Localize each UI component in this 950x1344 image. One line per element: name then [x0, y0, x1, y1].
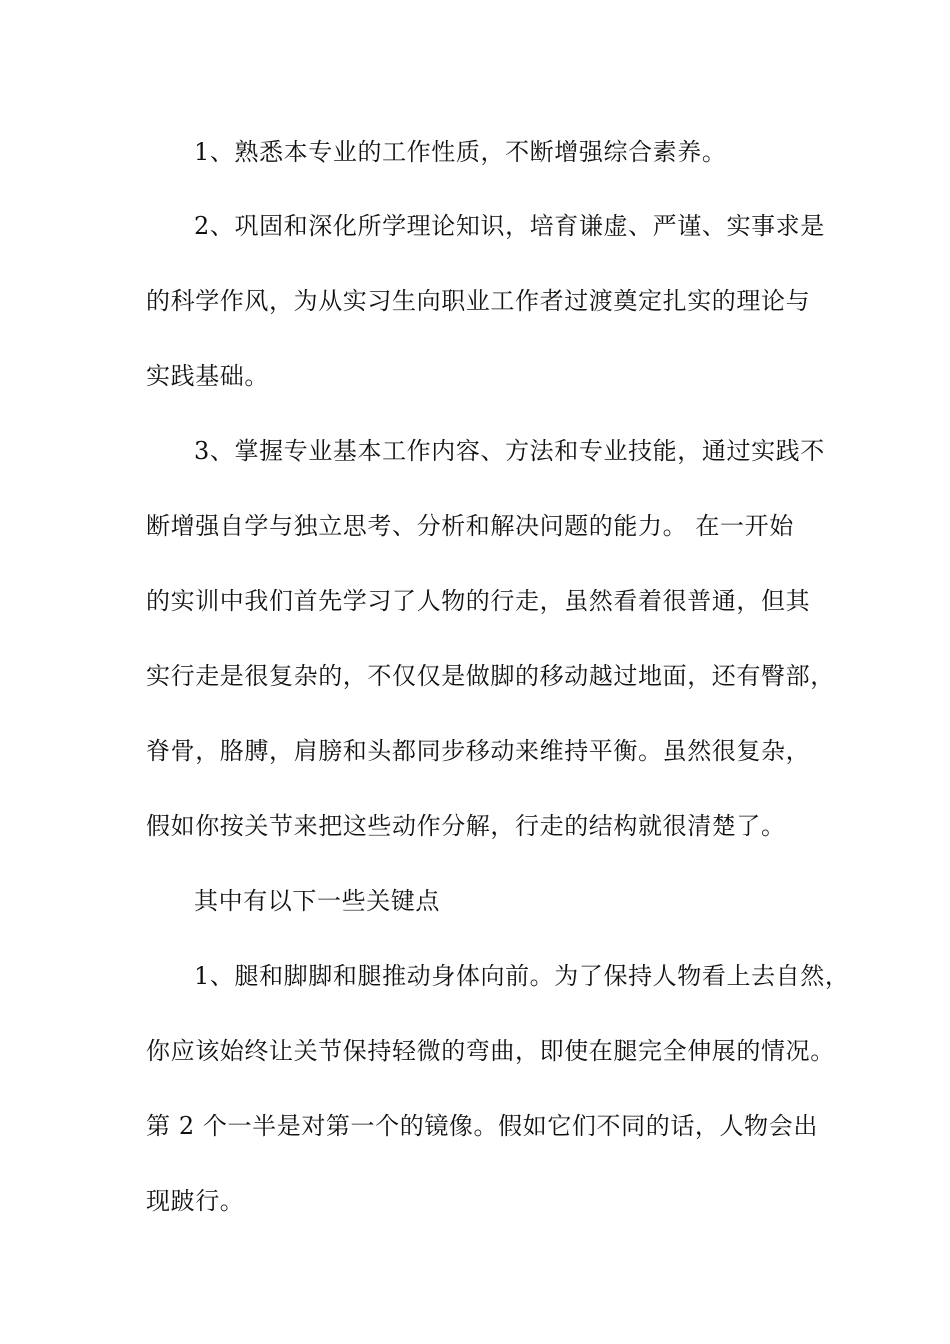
paragraph-line-10: 假如你按关节来把这些动作分解，行走的结构就很清楚了。 [146, 812, 786, 840]
paragraph-line-12: 1、腿和脚脚和腿推动身体向前。为了保持人物看上去自然， [194, 962, 850, 990]
paragraph-line-7: 的实训中我们首先学习了人物的行走，虽然看着很普通，但其 [146, 587, 811, 615]
paragraph-line-6: 断增强自学与独立思考、分析和解决问题的能力。 在一开始 [146, 512, 794, 540]
paragraph-line-2: 2、巩固和深化所学理论知识，培育谦虚、严谨、实事求是 [194, 212, 825, 240]
paragraph-line-14: 第 2 个一半是对第一个的镜像。假如它们不同的话，人物会出 [146, 1112, 818, 1140]
paragraph-line-5: 3、掌握专业基本工作内容、方法和专业技能，通过实践不 [194, 437, 825, 465]
paragraph-line-8: 实行走是很复杂的，不仅仅是做脚的移动越过地面，还有臀部， [146, 662, 835, 690]
paragraph-line-11: 其中有以下一些关键点 [194, 887, 440, 915]
paragraph-line-9: 脊骨，胳膊，肩膀和头都同步移动来维持平衡。虽然很复杂， [146, 737, 811, 765]
paragraph-line-1: 1、熟悉本专业的工作性质，不断增强综合素养。 [194, 138, 727, 166]
paragraph-line-15: 现跛行。 [146, 1187, 245, 1215]
paragraph-line-3: 的科学作风，为从实习生向职业工作者过渡奠定扎实的理论与 [146, 287, 811, 315]
paragraph-line-4: 实践基础。 [146, 362, 269, 390]
paragraph-line-13: 你应该始终让关节保持轻微的弯曲，即使在腿完全伸展的情况。 [146, 1037, 835, 1065]
